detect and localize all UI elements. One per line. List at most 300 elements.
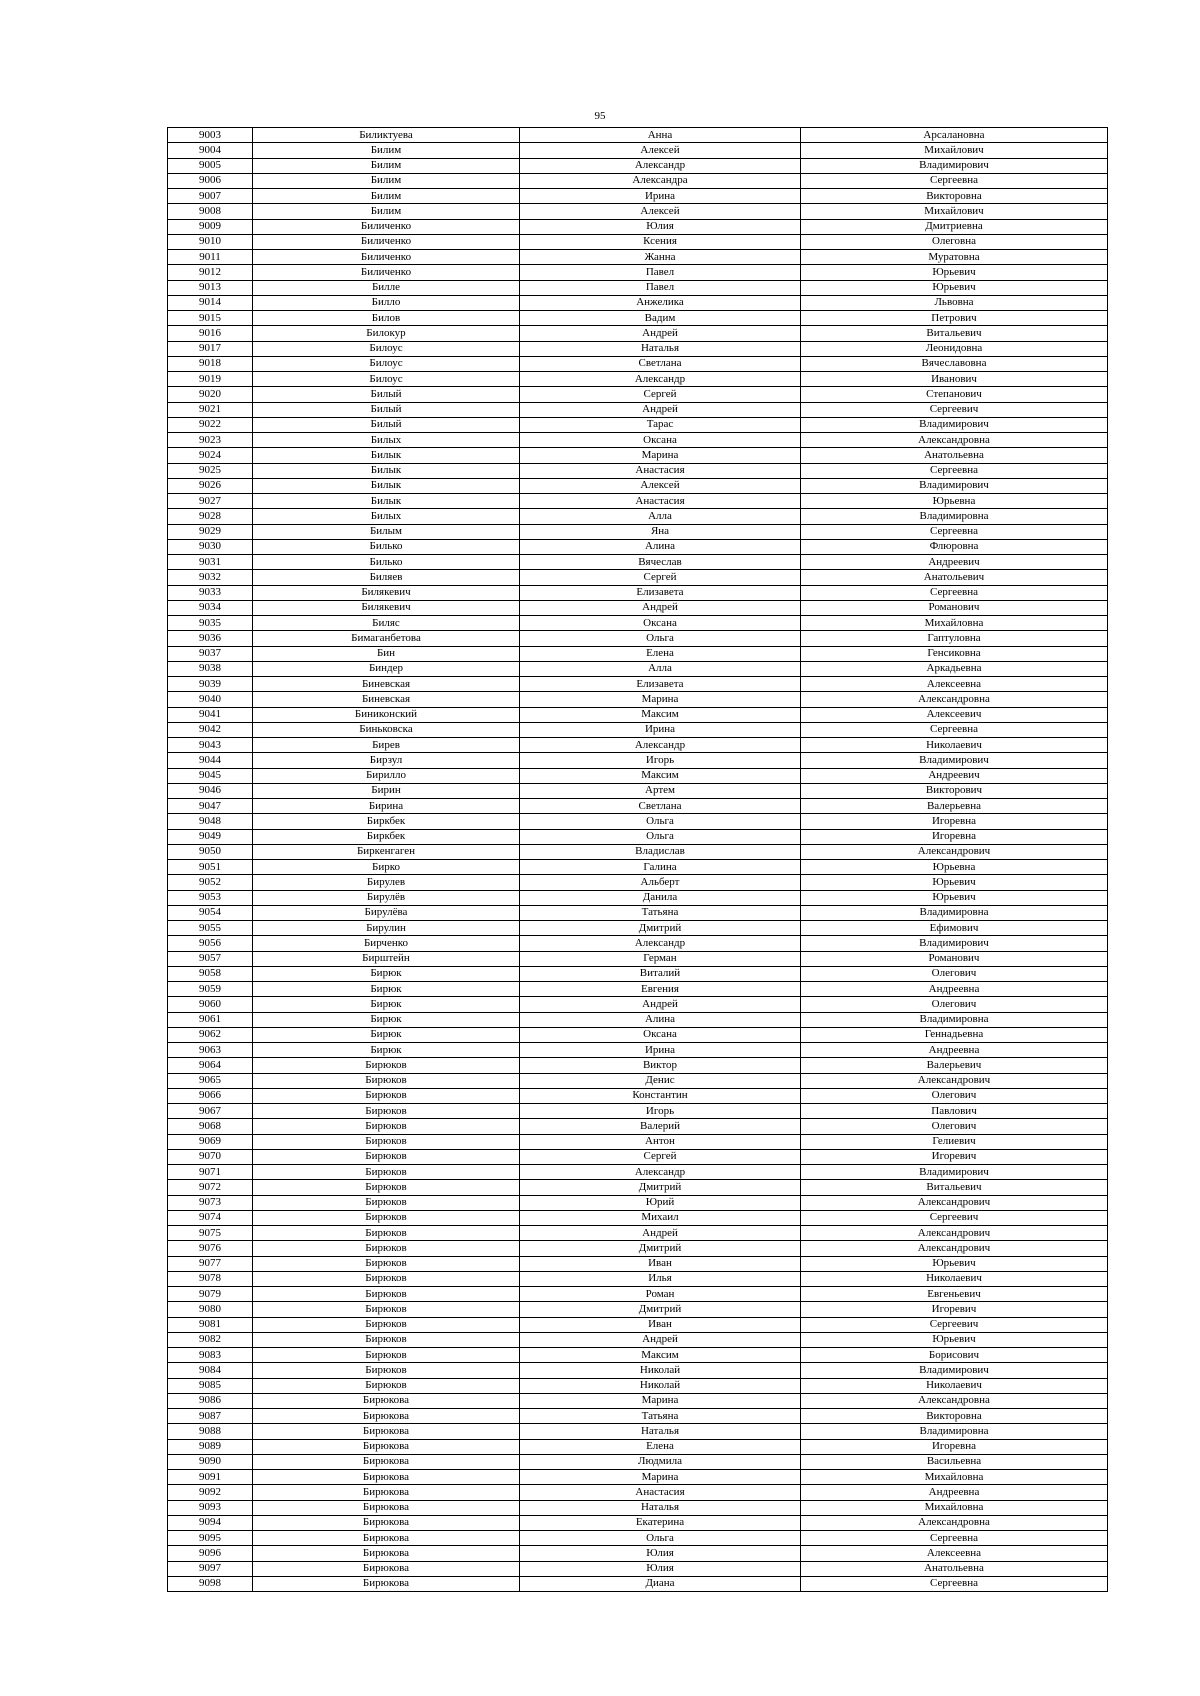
row-number-cell: 9054: [168, 905, 253, 920]
first-name-cell: Марина: [520, 1393, 801, 1408]
row-number-cell: 9033: [168, 585, 253, 600]
patronymic-cell: Геннадьевна: [801, 1027, 1108, 1042]
table-row: [168, 1561, 1108, 1576]
row-number-cell: 9063: [168, 1043, 253, 1058]
table-row: [168, 1485, 1108, 1500]
patronymic-cell: Юрьевич: [801, 280, 1108, 295]
patronymic-cell: Сергеевна: [801, 463, 1108, 478]
row-number-cell: 9004: [168, 143, 253, 158]
patronymic-cell: Александрович: [801, 1226, 1108, 1241]
table-row: [168, 982, 1108, 997]
last-name-cell: Бирюков: [253, 1119, 520, 1134]
row-number-cell: 9011: [168, 250, 253, 265]
table-row: [168, 1119, 1108, 1134]
patronymic-cell: Игоревич: [801, 1302, 1108, 1317]
table-row: [168, 1210, 1108, 1225]
first-name-cell: Александра: [520, 173, 801, 188]
first-name-cell: Виктор: [520, 1058, 801, 1073]
first-name-cell: Екатерина: [520, 1515, 801, 1530]
last-name-cell: Билый: [253, 402, 520, 417]
table-row: [168, 295, 1108, 310]
last-name-cell: Билько: [253, 555, 520, 570]
first-name-cell: Марина: [520, 692, 801, 707]
first-name-cell: Ольга: [520, 631, 801, 646]
last-name-cell: Бирулев: [253, 875, 520, 890]
table-row: [168, 1058, 1108, 1073]
table-row: [168, 341, 1108, 356]
first-name-cell: Николай: [520, 1378, 801, 1393]
last-name-cell: Бин: [253, 646, 520, 661]
table-row: [168, 844, 1108, 859]
table-row: [168, 1073, 1108, 1088]
row-number-cell: 9039: [168, 677, 253, 692]
first-name-cell: Анастасия: [520, 494, 801, 509]
row-number-cell: 9062: [168, 1027, 253, 1042]
first-name-cell: Оксана: [520, 1027, 801, 1042]
last-name-cell: Бирюкова: [253, 1409, 520, 1424]
table-row: [168, 1424, 1108, 1439]
table-row: [168, 1348, 1108, 1363]
patronymic-cell: Арсалановна: [801, 128, 1108, 143]
first-name-cell: Татьяна: [520, 905, 801, 920]
row-number-cell: 9085: [168, 1378, 253, 1393]
first-name-cell: Татьяна: [520, 1409, 801, 1424]
last-name-cell: Бирюкова: [253, 1454, 520, 1469]
table-row: [168, 128, 1108, 143]
patronymic-cell: Леонидовна: [801, 341, 1108, 356]
patronymic-cell: Анатольевна: [801, 1561, 1108, 1576]
patronymic-cell: Игоревна: [801, 829, 1108, 844]
first-name-cell: Ольга: [520, 814, 801, 829]
first-name-cell: Тарас: [520, 417, 801, 432]
last-name-cell: Биньковска: [253, 722, 520, 737]
patronymic-cell: Генсиковна: [801, 646, 1108, 661]
patronymic-cell: Александрович: [801, 844, 1108, 859]
table-row: [168, 585, 1108, 600]
patronymic-cell: Владимировна: [801, 1424, 1108, 1439]
table-row: [168, 905, 1108, 920]
patronymic-cell: Сергеевич: [801, 1317, 1108, 1332]
first-name-cell: Дмитрий: [520, 1180, 801, 1195]
row-number-cell: 9040: [168, 692, 253, 707]
last-name-cell: Билык: [253, 463, 520, 478]
last-name-cell: Биневская: [253, 692, 520, 707]
last-name-cell: Бирюков: [253, 1317, 520, 1332]
last-name-cell: Билык: [253, 448, 520, 463]
first-name-cell: Сергей: [520, 1149, 801, 1164]
table-row: [168, 494, 1108, 509]
first-name-cell: Михаил: [520, 1210, 801, 1225]
first-name-cell: Павел: [520, 280, 801, 295]
table-row: [168, 463, 1108, 478]
row-number-cell: 9057: [168, 951, 253, 966]
patronymic-cell: Сергеевна: [801, 1576, 1108, 1591]
table-row: [168, 692, 1108, 707]
last-name-cell: Бирюк: [253, 997, 520, 1012]
first-name-cell: Людмила: [520, 1454, 801, 1469]
table-row: [168, 1439, 1108, 1454]
patronymic-cell: Игоревна: [801, 1439, 1108, 1454]
patronymic-cell: Николаевич: [801, 738, 1108, 753]
table-row: [168, 661, 1108, 676]
table-row: [168, 1195, 1108, 1210]
last-name-cell: Бирюков: [253, 1104, 520, 1119]
last-name-cell: Биляев: [253, 570, 520, 585]
last-name-cell: Бирюков: [253, 1271, 520, 1286]
patronymic-cell: Викторовна: [801, 1409, 1108, 1424]
last-name-cell: Биркенгаген: [253, 844, 520, 859]
row-number-cell: 9051: [168, 860, 253, 875]
first-name-cell: Антон: [520, 1134, 801, 1149]
patronymic-cell: Юрьевна: [801, 494, 1108, 509]
first-name-cell: Елизавета: [520, 677, 801, 692]
first-name-cell: Герман: [520, 951, 801, 966]
last-name-cell: Бирулёва: [253, 905, 520, 920]
row-number-cell: 9045: [168, 768, 253, 783]
row-number-cell: 9083: [168, 1348, 253, 1363]
table-row: [168, 1454, 1108, 1469]
table-row: [168, 768, 1108, 783]
last-name-cell: Бирюков: [253, 1348, 520, 1363]
patronymic-cell: Муратовна: [801, 250, 1108, 265]
first-name-cell: Ксения: [520, 234, 801, 249]
table-row: [168, 1531, 1108, 1546]
first-name-cell: Алла: [520, 509, 801, 524]
table-row: [168, 1378, 1108, 1393]
last-name-cell: Билый: [253, 417, 520, 432]
patronymic-cell: Александрович: [801, 1241, 1108, 1256]
last-name-cell: Билле: [253, 280, 520, 295]
table-row: [168, 814, 1108, 829]
row-number-cell: 9026: [168, 478, 253, 493]
first-name-cell: Роман: [520, 1287, 801, 1302]
first-name-cell: Вячеслав: [520, 555, 801, 570]
last-name-cell: Бирюков: [253, 1134, 520, 1149]
first-name-cell: Александр: [520, 158, 801, 173]
row-number-cell: 9046: [168, 783, 253, 798]
table-row: [168, 600, 1108, 615]
table-row: [168, 234, 1108, 249]
row-number-cell: 9049: [168, 829, 253, 844]
first-name-cell: Дмитрий: [520, 1302, 801, 1317]
table-row: [168, 1317, 1108, 1332]
row-number-cell: 9095: [168, 1531, 253, 1546]
first-name-cell: Данила: [520, 890, 801, 905]
first-name-cell: Иван: [520, 1256, 801, 1271]
table-row: [168, 1332, 1108, 1347]
patronymic-cell: Владимирович: [801, 1165, 1108, 1180]
first-name-cell: Марина: [520, 1470, 801, 1485]
row-number-cell: 9025: [168, 463, 253, 478]
row-number-cell: 9086: [168, 1393, 253, 1408]
row-number-cell: 9006: [168, 173, 253, 188]
patronymic-cell: Юрьевич: [801, 875, 1108, 890]
row-number-cell: 9091: [168, 1470, 253, 1485]
row-number-cell: 9024: [168, 448, 253, 463]
registry-table-body: [168, 128, 1108, 1592]
patronymic-cell: Владимирович: [801, 753, 1108, 768]
patronymic-cell: Александрович: [801, 1073, 1108, 1088]
first-name-cell: Ирина: [520, 189, 801, 204]
row-number-cell: 9029: [168, 524, 253, 539]
first-name-cell: Светлана: [520, 799, 801, 814]
table-row: [168, 860, 1108, 875]
row-number-cell: 9036: [168, 631, 253, 646]
table-row: [168, 1180, 1108, 1195]
first-name-cell: Александр: [520, 1165, 801, 1180]
last-name-cell: Биликтуева: [253, 128, 520, 143]
patronymic-cell: Викторович: [801, 783, 1108, 798]
patronymic-cell: Витальевич: [801, 326, 1108, 341]
row-number-cell: 9074: [168, 1210, 253, 1225]
table-row: [168, 616, 1108, 631]
table-row: [168, 1241, 1108, 1256]
patronymic-cell: Витальевич: [801, 1180, 1108, 1195]
first-name-cell: Светлана: [520, 356, 801, 371]
table-row: [168, 951, 1108, 966]
patronymic-cell: Степанович: [801, 387, 1108, 402]
table-row: [168, 677, 1108, 692]
table-row: [168, 890, 1108, 905]
patronymic-cell: Андреевна: [801, 982, 1108, 997]
last-name-cell: Бирюков: [253, 1302, 520, 1317]
row-number-cell: 9020: [168, 387, 253, 402]
first-name-cell: Юлия: [520, 1546, 801, 1561]
first-name-cell: Ольга: [520, 829, 801, 844]
row-number-cell: 9096: [168, 1546, 253, 1561]
last-name-cell: Бирюкова: [253, 1515, 520, 1530]
patronymic-cell: Михайловна: [801, 1470, 1108, 1485]
table-row: [168, 1363, 1108, 1378]
patronymic-cell: Михайлович: [801, 204, 1108, 219]
last-name-cell: Биличенко: [253, 250, 520, 265]
row-number-cell: 9073: [168, 1195, 253, 1210]
patronymic-cell: Владимирович: [801, 1363, 1108, 1378]
patronymic-cell: Вячеславовна: [801, 356, 1108, 371]
first-name-cell: Игорь: [520, 1104, 801, 1119]
patronymic-cell: Олегович: [801, 1119, 1108, 1134]
patronymic-cell: Игоревич: [801, 1149, 1108, 1164]
patronymic-cell: Юрьевна: [801, 860, 1108, 875]
first-name-cell: Ирина: [520, 722, 801, 737]
last-name-cell: Бирин: [253, 783, 520, 798]
first-name-cell: Максим: [520, 768, 801, 783]
last-name-cell: Билый: [253, 387, 520, 402]
table-row: [168, 783, 1108, 798]
first-name-cell: Виталий: [520, 966, 801, 981]
first-name-cell: Галина: [520, 860, 801, 875]
table-row: [168, 799, 1108, 814]
row-number-cell: 9093: [168, 1500, 253, 1515]
patronymic-cell: Романович: [801, 600, 1108, 615]
row-number-cell: 9079: [168, 1287, 253, 1302]
first-name-cell: Андрей: [520, 1226, 801, 1241]
first-name-cell: Алина: [520, 539, 801, 554]
last-name-cell: Биркбек: [253, 814, 520, 829]
last-name-cell: Билоус: [253, 356, 520, 371]
table-row: [168, 387, 1108, 402]
row-number-cell: 9078: [168, 1271, 253, 1286]
patronymic-cell: Васильевна: [801, 1454, 1108, 1469]
registry-table: [167, 127, 1108, 1592]
last-name-cell: Бирюков: [253, 1088, 520, 1103]
row-number-cell: 9088: [168, 1424, 253, 1439]
first-name-cell: Алла: [520, 661, 801, 676]
row-number-cell: 9075: [168, 1226, 253, 1241]
row-number-cell: 9064: [168, 1058, 253, 1073]
first-name-cell: Яна: [520, 524, 801, 539]
table-row: [168, 1546, 1108, 1561]
last-name-cell: Бирюк: [253, 1043, 520, 1058]
row-number-cell: 9009: [168, 219, 253, 234]
row-number-cell: 9055: [168, 921, 253, 936]
last-name-cell: Билло: [253, 295, 520, 310]
last-name-cell: Бирюкова: [253, 1531, 520, 1546]
table-row: [168, 524, 1108, 539]
patronymic-cell: Александровна: [801, 1393, 1108, 1408]
patronymic-cell: Сергеевна: [801, 722, 1108, 737]
row-number-cell: 9030: [168, 539, 253, 554]
row-number-cell: 9071: [168, 1165, 253, 1180]
table-row: [168, 966, 1108, 981]
patronymic-cell: Игоревна: [801, 814, 1108, 829]
last-name-cell: Бирюк: [253, 982, 520, 997]
first-name-cell: Альберт: [520, 875, 801, 890]
patronymic-cell: Андреевна: [801, 1043, 1108, 1058]
table-row: [168, 1134, 1108, 1149]
last-name-cell: Биличенко: [253, 265, 520, 280]
table-row: [168, 631, 1108, 646]
first-name-cell: Диана: [520, 1576, 801, 1591]
patronymic-cell: Петрович: [801, 311, 1108, 326]
row-number-cell: 9035: [168, 616, 253, 631]
row-number-cell: 9094: [168, 1515, 253, 1530]
last-name-cell: Биневская: [253, 677, 520, 692]
last-name-cell: Билых: [253, 509, 520, 524]
row-number-cell: 9043: [168, 738, 253, 753]
row-number-cell: 9042: [168, 722, 253, 737]
last-name-cell: Бирюков: [253, 1226, 520, 1241]
last-name-cell: Биркбек: [253, 829, 520, 844]
last-name-cell: Бирюков: [253, 1195, 520, 1210]
last-name-cell: Билим: [253, 189, 520, 204]
table-row: [168, 1043, 1108, 1058]
patronymic-cell: Иванович: [801, 372, 1108, 387]
last-name-cell: Билим: [253, 158, 520, 173]
row-number-cell: 9034: [168, 600, 253, 615]
first-name-cell: Анжелика: [520, 295, 801, 310]
patronymic-cell: Олеговна: [801, 234, 1108, 249]
last-name-cell: Бирченко: [253, 936, 520, 951]
first-name-cell: Александр: [520, 738, 801, 753]
row-number-cell: 9058: [168, 966, 253, 981]
first-name-cell: Андрей: [520, 1332, 801, 1347]
last-name-cell: Бирулин: [253, 921, 520, 936]
table-row: [168, 433, 1108, 448]
patronymic-cell: Сергеевич: [801, 1210, 1108, 1225]
first-name-cell: Анастасия: [520, 1485, 801, 1500]
first-name-cell: Наталья: [520, 1500, 801, 1515]
last-name-cell: Бирюкова: [253, 1485, 520, 1500]
first-name-cell: Владислав: [520, 844, 801, 859]
row-number-cell: 9072: [168, 1180, 253, 1195]
last-name-cell: Бирюков: [253, 1256, 520, 1271]
patronymic-cell: Сергеевна: [801, 1531, 1108, 1546]
last-name-cell: Биниконский: [253, 707, 520, 722]
row-number-cell: 9061: [168, 1012, 253, 1027]
last-name-cell: Билов: [253, 311, 520, 326]
row-number-cell: 9019: [168, 372, 253, 387]
row-number-cell: 9015: [168, 311, 253, 326]
row-number-cell: 9027: [168, 494, 253, 509]
patronymic-cell: Александровна: [801, 692, 1108, 707]
table-row: [168, 189, 1108, 204]
table-row: [168, 265, 1108, 280]
last-name-cell: Билых: [253, 433, 520, 448]
table-row: [168, 646, 1108, 661]
first-name-cell: Дмитрий: [520, 921, 801, 936]
table-row: [168, 1302, 1108, 1317]
patronymic-cell: Романович: [801, 951, 1108, 966]
patronymic-cell: Михайловна: [801, 616, 1108, 631]
first-name-cell: Вадим: [520, 311, 801, 326]
first-name-cell: Елена: [520, 646, 801, 661]
patronymic-cell: Николаевич: [801, 1378, 1108, 1393]
row-number-cell: 9021: [168, 402, 253, 417]
first-name-cell: Сергей: [520, 387, 801, 402]
first-name-cell: Дмитрий: [520, 1241, 801, 1256]
last-name-cell: Бирюк: [253, 1027, 520, 1042]
patronymic-cell: Андреевич: [801, 555, 1108, 570]
first-name-cell: Елена: [520, 1439, 801, 1454]
table-row: [168, 1271, 1108, 1286]
patronymic-cell: Ефимович: [801, 921, 1108, 936]
row-number-cell: 9066: [168, 1088, 253, 1103]
row-number-cell: 9008: [168, 204, 253, 219]
table-row: [168, 539, 1108, 554]
patronymic-cell: Павлович: [801, 1104, 1108, 1119]
first-name-cell: Павел: [520, 265, 801, 280]
patronymic-cell: Михайлович: [801, 143, 1108, 158]
first-name-cell: Ирина: [520, 1043, 801, 1058]
last-name-cell: Бирулёв: [253, 890, 520, 905]
last-name-cell: Бирюкова: [253, 1424, 520, 1439]
first-name-cell: Алексей: [520, 478, 801, 493]
patronymic-cell: Владимировна: [801, 1012, 1108, 1027]
first-name-cell: Алексей: [520, 204, 801, 219]
table-row: [168, 1149, 1108, 1164]
first-name-cell: Андрей: [520, 402, 801, 417]
table-row: [168, 219, 1108, 234]
table-row: [168, 478, 1108, 493]
table-row: [168, 326, 1108, 341]
first-name-cell: Ольга: [520, 1531, 801, 1546]
row-number-cell: 9052: [168, 875, 253, 890]
patronymic-cell: Олегович: [801, 997, 1108, 1012]
patronymic-cell: Андреевич: [801, 768, 1108, 783]
patronymic-cell: Юрьевич: [801, 1332, 1108, 1347]
last-name-cell: Бирюков: [253, 1363, 520, 1378]
row-number-cell: 9047: [168, 799, 253, 814]
patronymic-cell: Владимировна: [801, 905, 1108, 920]
table-row: [168, 250, 1108, 265]
first-name-cell: Алина: [520, 1012, 801, 1027]
last-name-cell: Бирюкова: [253, 1470, 520, 1485]
patronymic-cell: Александровна: [801, 1515, 1108, 1530]
table-row: [168, 738, 1108, 753]
patronymic-cell: Владимирович: [801, 936, 1108, 951]
patronymic-cell: Алексеевич: [801, 707, 1108, 722]
